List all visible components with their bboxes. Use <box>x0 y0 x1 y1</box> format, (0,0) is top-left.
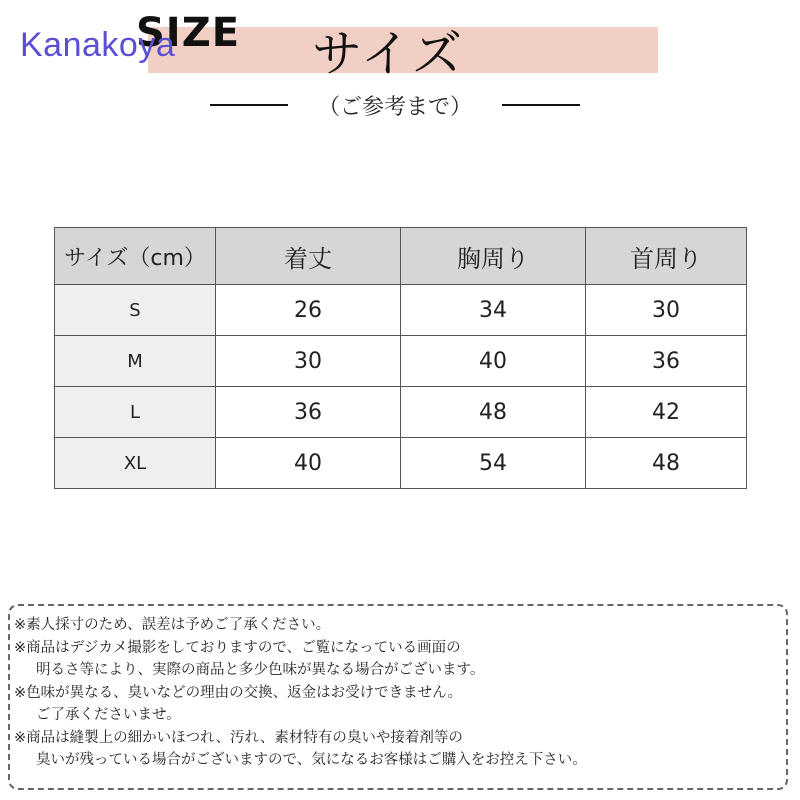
neck-cell: 42 <box>586 387 747 438</box>
chest-cell: 40 <box>401 336 586 387</box>
size-label: M <box>55 336 216 387</box>
size-logo: SIZE <box>136 10 241 56</box>
neck-cell: 36 <box>586 336 747 387</box>
header-length: 着丈 <box>216 228 401 285</box>
subtitle: （ご参考まで） <box>317 95 472 120</box>
chest-cell: 34 <box>401 285 586 336</box>
subtitle-row <box>210 90 580 120</box>
brand-watermark: Kanakoya <box>20 26 176 64</box>
header-neck: 首周り <box>586 228 747 285</box>
header-size: サイズ（cm） <box>55 228 216 285</box>
note-line: 臭いが残っている場合がございますので、気になるお客様はご購入をお控え下さい。 <box>36 752 587 768</box>
size-label: XL <box>55 438 216 489</box>
length-cell: 40 <box>216 438 401 489</box>
length-cell: 36 <box>216 387 401 438</box>
chest-cell: 54 <box>401 438 586 489</box>
length-cell: 26 <box>216 285 401 336</box>
note-line: ※商品は縫製上の細かいほつれ、汚れ、素材特有の臭いや接着剤等の <box>14 729 463 746</box>
table-row <box>55 438 747 489</box>
note-line: 明るさ等により、実際の商品と多少色味が異なる場合がございます。 <box>36 662 485 678</box>
notes-box <box>8 604 788 790</box>
header-chest: 胸周り <box>401 228 586 285</box>
length-cell: 30 <box>216 336 401 387</box>
subtitle-divider-right <box>502 104 580 106</box>
table-header-row <box>55 228 747 285</box>
note-line: ※色味が異なる、臭いなどの理由の交換、返金はお受けできません。 <box>14 684 463 701</box>
table-row <box>55 387 747 438</box>
note-line: ※商品はデジカメ撮影をしておりますので、ご覧になっている画面の <box>14 639 461 656</box>
note-line: ※素人採寸のため、誤差は予めご了承ください。 <box>14 617 331 633</box>
table-row <box>55 336 747 387</box>
page-title: サイズ <box>312 25 464 83</box>
subtitle-divider-left <box>210 104 288 106</box>
neck-cell: 30 <box>586 285 747 336</box>
table-row <box>55 285 747 336</box>
note-line: ご了承くださいませ。 <box>36 707 181 723</box>
neck-cell: 48 <box>586 438 747 489</box>
size-label: L <box>55 387 216 438</box>
size-label: S <box>55 285 216 336</box>
size-table <box>54 227 747 489</box>
chest-cell: 48 <box>401 387 586 438</box>
